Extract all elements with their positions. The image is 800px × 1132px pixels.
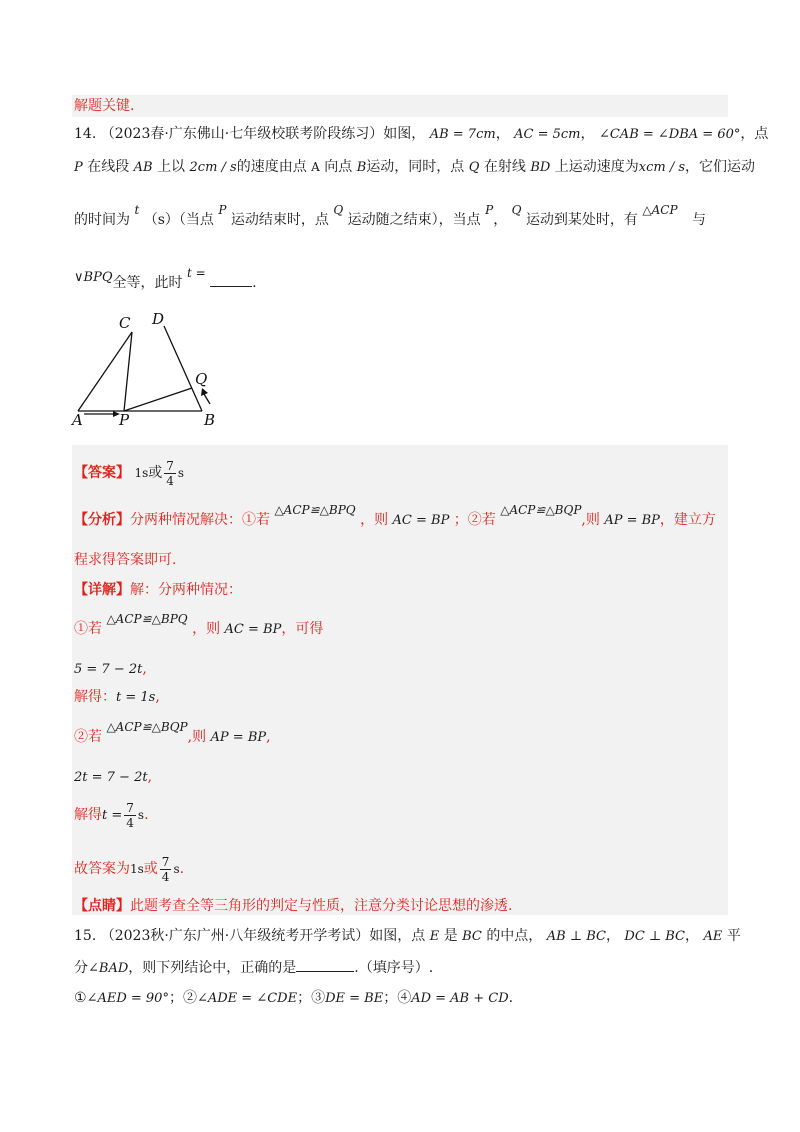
q15-line-3 <box>74 988 513 1009</box>
detail-text: . <box>179 861 185 877</box>
choice-4: ；④ <box>383 990 412 1006</box>
q14-text: 的速度由点 <box>236 159 307 175</box>
var-t: t <box>134 203 140 217</box>
angle-bad: ∠BAD <box>88 961 129 976</box>
segment-bc: BC <box>462 929 482 944</box>
point-q: Q <box>511 203 522 217</box>
equation-ap-bp: AP = BP <box>210 730 267 745</box>
q15-text: 是 <box>443 928 458 944</box>
point-q: Q <box>468 160 480 175</box>
choice-3-math: DE = BE <box>325 991 384 1006</box>
detail-case-2 <box>74 720 271 748</box>
detail-text: 解得： <box>74 689 116 705</box>
solution-2-fraction <box>124 801 136 830</box>
analysis-line-1 <box>74 503 716 531</box>
detail-text: . <box>144 807 149 823</box>
q14-text: 如图， <box>383 126 426 142</box>
congruence-1: △ACP≌△BPQ <box>274 503 356 517</box>
q15-text: ， <box>605 928 620 944</box>
q14-text: 上以 <box>157 159 186 175</box>
final-or: 或 <box>143 861 158 877</box>
speed-q: xcm / s <box>638 160 686 175</box>
detail-text: , <box>266 729 271 745</box>
equation-ac-bp: AC = BP <box>224 622 282 637</box>
solution-2-var: t = <box>102 808 123 823</box>
fraction-numerator: 7 <box>166 458 174 473</box>
q14-text: 上运动速度为 <box>554 159 639 175</box>
choice-3: ；③ <box>297 990 326 1006</box>
detail-text: ，可得 <box>281 621 324 637</box>
q14-figure <box>68 308 228 428</box>
q15-text: 分 <box>74 960 88 976</box>
answer-value-1: 1s <box>134 466 149 480</box>
q15-source: （2023秋·广东广州·八年级统考开学考试） <box>100 928 370 944</box>
q15-line-1 <box>74 926 741 947</box>
q15-text: ，则下列结论中，正确的是 <box>128 960 297 976</box>
q14-source: （2023春·广东佛山·七年级校联考阶段练习） <box>100 126 384 142</box>
ray-bd: BD <box>530 160 551 175</box>
answer-or: 或 <box>148 465 163 481</box>
q15-text: .（填序号）. <box>354 960 434 976</box>
analysis-line-2: 程求得答案即可. <box>74 552 177 568</box>
analysis-text: 分两种情况解决：①若 <box>130 512 270 528</box>
var-t: t = <box>186 266 206 280</box>
q14-text: （s）（当点 <box>143 212 214 228</box>
point-p: P <box>218 203 227 217</box>
congruence-2: △ACP≌△BQP <box>106 720 188 734</box>
answer-blank[interactable] <box>296 957 354 972</box>
line-pq <box>124 388 192 411</box>
analysis-tag: 【分析】 <box>74 512 130 528</box>
analysis-text: ；②若 <box>453 512 496 528</box>
q14-text: 在线段 <box>87 159 130 175</box>
q14-line-4 <box>74 266 257 294</box>
q14-ab: AB = 7cm <box>429 127 496 142</box>
detail-text: , <box>147 769 153 785</box>
analysis-text: ，则 <box>360 512 389 528</box>
fraction-denominator: 4 <box>166 473 174 488</box>
comment-tag: 【点睛】 <box>74 898 130 914</box>
q14-text: 的时间为 <box>74 212 130 228</box>
detail-text: , <box>142 661 147 677</box>
fraction-denominator: 4 <box>161 869 170 884</box>
q14-text: 运动到某处时，有 <box>525 212 638 228</box>
answer-tag: 【答案】 <box>74 465 130 481</box>
choice-1-math: ∠AED = 90° <box>86 991 169 1006</box>
congruence-1: △ACP≌△BPQ <box>106 612 188 626</box>
q14-line-2 <box>74 157 755 178</box>
q14-angles: ∠CAB = ∠DBA = 60° <box>598 127 741 142</box>
detail-text: ，则 <box>192 621 221 637</box>
detail-intro <box>74 580 242 600</box>
answer-fraction <box>164 459 176 488</box>
detail-text: 解得 <box>74 807 102 823</box>
solution-1: t = 1s <box>116 690 156 705</box>
q14-text: 全等，此时 <box>112 275 183 291</box>
solution-2-unit: s <box>137 808 145 822</box>
answer-blank[interactable] <box>210 272 252 287</box>
q15-text: 的中点， <box>486 928 543 944</box>
detail-text: ②若 <box>74 729 102 745</box>
detail-eq-2 <box>74 767 152 788</box>
q14-text: . <box>252 275 257 291</box>
q14-text: ， <box>493 212 508 228</box>
comment-line <box>74 896 512 916</box>
triangle-acp: △ACP <box>642 203 678 217</box>
fraction-numerator: 7 <box>126 800 134 815</box>
choice-2: ；② <box>168 990 197 1006</box>
prev-key-text: 解题关键. <box>74 98 135 114</box>
detail-text: , <box>155 689 160 705</box>
final-unit: s <box>173 862 180 876</box>
q14-text: 运动结束时，点 <box>230 212 329 228</box>
fraction-denominator: 4 <box>126 815 134 830</box>
line-ac <box>78 332 132 411</box>
final-value-1: 1s <box>130 862 144 876</box>
analysis-text: ,则 <box>581 512 600 528</box>
q15-text: 平 <box>726 928 741 944</box>
line-cp <box>124 332 132 411</box>
analysis-text: ，建立方 <box>659 512 716 528</box>
label-p: P <box>119 411 130 428</box>
detail-sol-2 <box>74 798 149 833</box>
final-fraction <box>160 855 172 884</box>
equation-ap-bp: AP = BP <box>604 513 660 528</box>
label-d: D <box>152 310 165 328</box>
answer-unit: s <box>177 466 185 480</box>
equation-2: 2t = 7 − 2t <box>74 770 148 785</box>
label-a: A <box>72 411 83 428</box>
label-b: B <box>204 411 216 428</box>
q14-number: 14. <box>74 126 97 142</box>
segment-ae: AE <box>703 929 723 944</box>
q14-text: 与 <box>692 212 706 228</box>
triangle-bpq: ∨BPQ <box>74 270 113 285</box>
speed-p: 2cm / s <box>189 160 237 175</box>
ab-perp-bc: AB ⊥ BC <box>546 929 606 944</box>
q14-ac: AC = 5cm <box>514 127 581 142</box>
point-a: A <box>311 160 320 174</box>
detail-text: ①若 <box>74 621 102 637</box>
detail-case-1 <box>74 612 324 640</box>
q15-line-2 <box>74 957 433 979</box>
point-e: E <box>429 929 440 944</box>
detail-text: 故答案为 <box>74 861 130 877</box>
q15-text: 如图，点 <box>369 928 426 944</box>
line-bd <box>164 326 202 411</box>
q14-text: 运动，同时，点 <box>366 159 465 175</box>
detail-sol-1 <box>74 687 160 708</box>
q15-text: ， <box>685 928 700 944</box>
label-c: C <box>119 314 131 332</box>
fraction-numerator: 7 <box>161 854 170 869</box>
detail-text: ,则 <box>187 729 207 745</box>
choice-1: ① <box>74 990 87 1006</box>
label-q: Q <box>195 370 208 388</box>
comment-text: 此题考查全等三角形的判定与性质，注意分类讨论思想的渗透. <box>130 898 513 914</box>
equation-1: 5 = 7 − 2t <box>74 662 143 677</box>
q14-line-1 <box>74 124 768 145</box>
point-q: Q <box>333 203 344 217</box>
detail-text: 解：分两种情况： <box>130 582 242 598</box>
q14-sep: ， <box>580 126 595 142</box>
arrow-b-q <box>204 394 210 404</box>
point-b: B <box>356 160 367 175</box>
q14-text: ，点 <box>740 126 769 142</box>
detail-eq-1 <box>74 659 147 680</box>
point-p: P <box>74 160 83 175</box>
q14-text: 运动随之结束），当点 <box>347 212 481 228</box>
answer-line <box>74 456 184 490</box>
q14-text: 向点 <box>324 159 353 175</box>
highlight-band-prev <box>72 95 728 117</box>
q15-number: 15. <box>74 928 97 944</box>
q14-text: 在射线 <box>483 159 526 175</box>
choice-2-math: ∠ADE = ∠CDE <box>196 991 298 1006</box>
q14-sep: ， <box>495 126 510 142</box>
choice-4-math: AD = AB + CD <box>411 991 509 1006</box>
q15-end: . <box>508 990 514 1006</box>
q14-text: ，它们运动 <box>685 159 756 175</box>
segment-ab: AB <box>133 160 153 175</box>
q14-line-3 <box>74 203 706 230</box>
equation-ac-bp: AC = BP <box>392 513 450 528</box>
detail-tag: 【详解】 <box>74 582 130 598</box>
detail-final <box>74 852 184 886</box>
point-p: P <box>485 203 494 217</box>
congruence-2: △ACP≌△BQP <box>500 503 582 517</box>
dc-perp-bc: DC ⊥ BC <box>624 929 686 944</box>
